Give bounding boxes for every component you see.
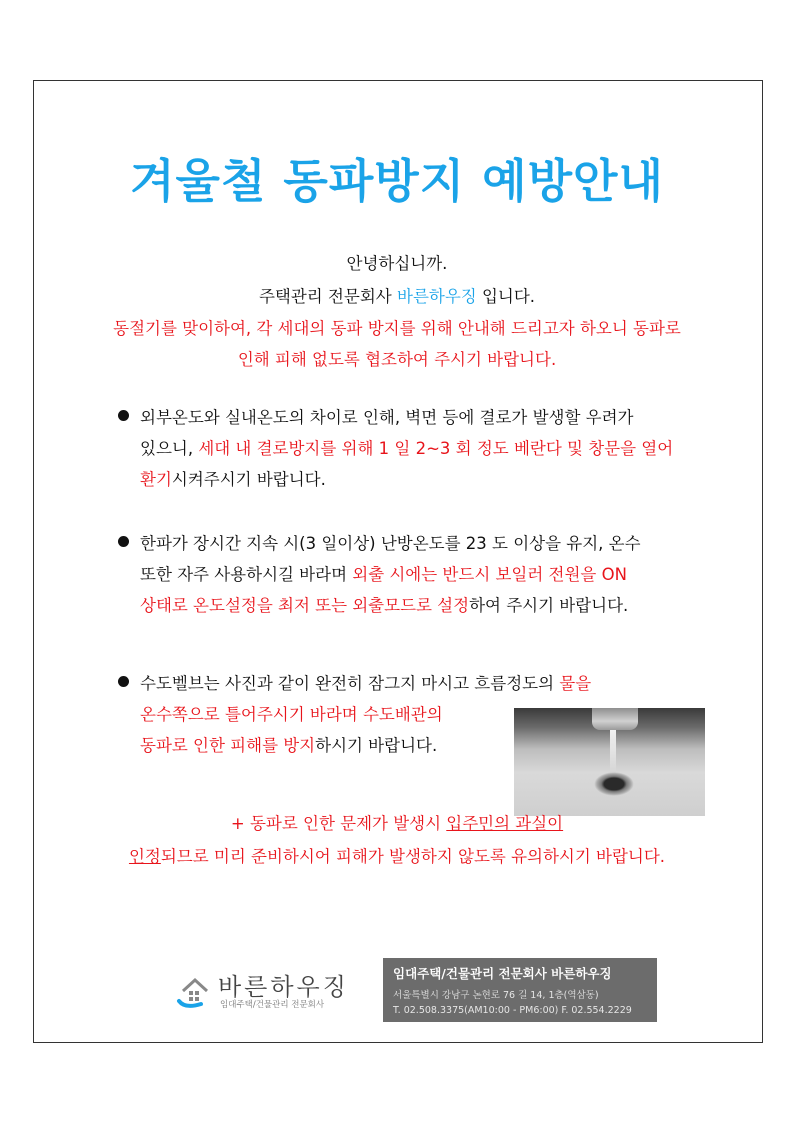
bullet-line: 또한 자주 사용하시길 바라며 외출 시에는 반드시 보일러 전원을 ON — [140, 565, 627, 584]
contact-address: 서울특별시 강남구 논현로 76 길 14, 1층(역삼동) — [393, 990, 599, 1001]
intro-company — [40, 283, 754, 307]
bullet-line: 수도벨브는 사진과 같이 완전히 잠그지 마시고 흐름정도의 물을 — [140, 674, 592, 693]
intro-request-line2: 인해 피해 없도록 협조하여 주시기 바랍니다. — [237, 350, 557, 369]
bullet-condensation — [118, 402, 718, 495]
bullet-dot-icon — [118, 536, 129, 547]
contact-phone: T. 02.508.3375(AM10:00 - PM6:00) F. 02.554.2229 — [393, 1005, 632, 1016]
logo-subtitle: 임대주택/건물관리 전문회사 — [220, 1000, 325, 1010]
bullet-dot-icon — [118, 410, 129, 421]
bullet-line: 상태로 온도설정을 최저 또는 외출모드로 설정하여 주시기 바랍니다. — [140, 596, 629, 615]
house-logo-icon — [175, 971, 215, 1009]
bullet-line: 있으니, 세대 내 결로방지를 위해 1 일 2~3 회 정도 베란다 및 창문을 열어 — [140, 439, 674, 458]
bullet-line: 외부온도와 실내온도의 차이로 인해, 벽면 등에 결로가 발생할 우려가 — [140, 408, 634, 427]
page-title: 겨울철 동파방지 예방안내 — [130, 154, 664, 208]
intro-greeting: 안녕하십니까. — [346, 254, 448, 273]
bullet-dot-icon — [118, 676, 129, 687]
intro-request-line1: 동절기를 맞이하여, 각 세대의 동파 방지를 위해 안내해 드리고자 하오니 동파로 — [113, 319, 681, 338]
bullet-heating — [118, 528, 718, 621]
notice-line1: + 동파로 인한 문제가 발생시 입주민의 과실이 — [230, 814, 564, 833]
notice-line2: 인정되므로 미리 준비하시어 피해가 발생하지 않도록 유의하시기 바랍니다. — [128, 847, 666, 866]
contact-box — [383, 958, 657, 1022]
bullet-line: 온수쪽으로 틀어주시기 바라며 수도배관의 — [140, 705, 443, 724]
faucet-photo — [514, 708, 705, 816]
company-post: 입니다. — [476, 287, 536, 306]
company-pre: 주택관리 전문회사 — [258, 287, 397, 306]
company-name: 바른하우징 — [397, 287, 477, 306]
faucet-icon — [592, 708, 638, 730]
company-logo — [175, 965, 375, 1013]
bullet-line: 환기시켜주시기 바랍니다. — [140, 470, 326, 489]
bullet-line: 동파로 인한 피해를 방지하시기 바랍니다. — [140, 736, 438, 755]
bullet-line: 한파가 장시간 지속 시(3 일이상) 난방온도를 23 도 이상을 유지, 온수 — [140, 534, 641, 553]
drain-icon — [594, 772, 634, 796]
logo-name: 바른하우징 — [218, 973, 349, 1001]
contact-title: 임대주택/건물관리 전문회사 바른하우징 — [393, 966, 612, 981]
